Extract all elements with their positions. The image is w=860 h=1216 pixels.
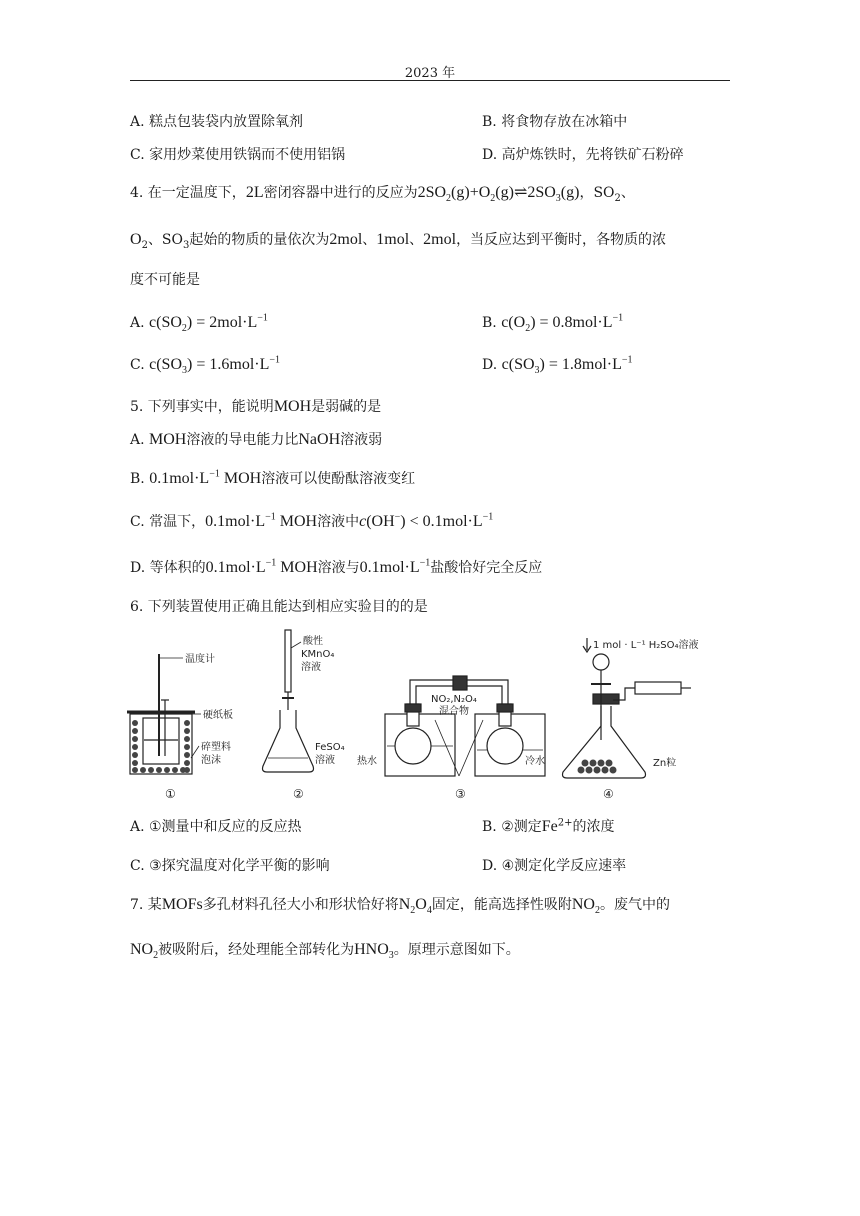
- q4-option-b: B. $c(O_2) = 0.8mol\cdot L^{-1}$: [482, 312, 624, 335]
- q4-initial-text: 起始的物质的量依次为: [189, 232, 330, 248]
- label-feso4: FeSO₄: [315, 742, 345, 753]
- zinc-granules: [578, 760, 617, 774]
- q7-stem-line2: $NO_2$被吸附后，经处理能全部转化为$HNO_3$。原理示意图如下。: [130, 941, 520, 962]
- label-mixture-1: NO₂,N₂O₄: [431, 694, 477, 705]
- q4-stem-text: 4. 在一定温度下，: [130, 185, 246, 201]
- q4-stem-sep: 、: [620, 185, 635, 201]
- q3-option-d: D. 高炉炼铁时，先将铁矿石粉碎: [482, 147, 684, 163]
- label-cold-water: 冷水: [525, 756, 545, 767]
- q4-amount-2: 1mol: [376, 231, 410, 248]
- label-thermometer: 温度计: [185, 654, 215, 665]
- label-mixture-2: 混合物: [439, 706, 469, 717]
- equilibrium-diagram: [385, 676, 545, 776]
- label-kmno4: KMnO₄: [301, 649, 335, 660]
- q6-apparatus-figure: [125, 628, 725, 803]
- q4-equation: $2SO_2(g)+O_2(g)\rightleftharpoons 2SO_3(g)$: [417, 184, 580, 205]
- q4-equilibrium-text: ，当反应达到平衡时，各物质的浓: [456, 232, 667, 248]
- q4-so3-label: 、SO: [147, 232, 184, 248]
- page-header: 2023 年: [404, 66, 456, 81]
- q4-amount-3: 2mol: [423, 231, 457, 248]
- q4-o2: O: [130, 231, 142, 248]
- q5-option-a: A. MOH溶液的导电能力比NaOH溶液弱: [130, 431, 383, 448]
- figure-number-3: ③: [455, 787, 466, 801]
- label-h2so4: 1 mol · L⁻¹ H₂SO₄溶液: [593, 640, 699, 651]
- q4-option-a: A. $c(SO_2) = 2mol\cdot L^{-1}$: [130, 312, 268, 335]
- calorimeter-diagram: [127, 654, 201, 774]
- q4-stem-line3: 度不可能是: [130, 272, 200, 288]
- label-cardboard: 硬纸板: [203, 710, 233, 721]
- q5-option-b: B. $0.1mol\cdot L^{-1}$ MOH溶液可以使酚酞溶液变红: [130, 468, 416, 487]
- label-hot-water: 热水: [357, 756, 377, 767]
- label-solution-1: 溶液: [301, 662, 321, 673]
- q4-stem-line2: $O_2$、$SO_3$起始的物质的量依次为2mol、1mol、2mol，当反应达到平衡时，各物质的浓: [130, 231, 667, 251]
- q4-stem-so2: ，SO: [579, 185, 615, 201]
- q3-option-c: C. 家用炒菜使用铁锅而不使用铝锅: [130, 147, 346, 163]
- q4-stem-text2: 密闭容器中进行的反应为: [263, 185, 418, 201]
- q4-option-d: D. $c(SO_3) = 1.8mol\cdot L^{-1}$: [482, 354, 633, 377]
- q4-amount-1: 2mol: [329, 231, 363, 248]
- header-rule: [130, 80, 730, 81]
- q4-stem-line1: 4. 在一定温度下，2L密闭容器中进行的反应为$2SO_2(g)+O_2(g)\rightleftharpoons 2SO_3(g)$，$SO_2$、: [130, 184, 635, 205]
- q3-option-b: B. 将食物存放在冰箱中: [482, 114, 628, 130]
- label-foam-1: 碎塑料: [201, 742, 231, 753]
- label-foam-2: 泡沫: [201, 755, 221, 766]
- q6-option-a: A. ①测量中和反应的反应热: [130, 819, 302, 835]
- reaction-rate-diagram: [563, 638, 692, 778]
- q5-option-d: D. 等体积的$0.1mol\cdot L^{-1}$ MOH溶液与$0.1mol\cdot L^{-1}$盐酸恰好完全反应: [130, 557, 543, 576]
- figure-number-4: ④: [603, 787, 614, 801]
- q6-stem: 6. 下列装置使用正确且能达到相应实验目的的是: [130, 599, 428, 615]
- q4-option-c: C. $c(SO_3) = 1.6mol\cdot L^{-1}$: [130, 354, 280, 377]
- q6-option-d: D. ④测定化学反应速率: [482, 858, 627, 874]
- q5-option-c: C. 常温下，$0.1mol\cdot L^{-1}$ MOH溶液中$c(OH^-) < 0.1mol\cdot L^{-1}$: [130, 511, 494, 530]
- label-acidic: 酸性: [303, 636, 323, 647]
- label-zn: Zn粒: [653, 758, 677, 769]
- q4-volume: 2L: [245, 184, 264, 201]
- q6-option-b: B. ②测定$Fe^{2+}$的浓度: [482, 817, 615, 835]
- label-solution-2: 溶液: [315, 755, 335, 766]
- figure-number-1: ①: [165, 787, 176, 801]
- q5-stem: 5. 下列事实中，能说明MOH是弱碱的是: [130, 398, 382, 415]
- q6-option-c: C. ③探究温度对化学平衡的影响: [130, 858, 330, 874]
- figure-number-2: ②: [293, 787, 304, 801]
- q7-stem-line1: 7. 某MOFs多孔材料孔径大小和形状恰好将$N_2O_4$固定，能高选择性吸附$NO_2$。废气中的: [130, 896, 670, 917]
- q3-option-a: A. 糕点包装袋内放置除氧剂: [130, 114, 304, 130]
